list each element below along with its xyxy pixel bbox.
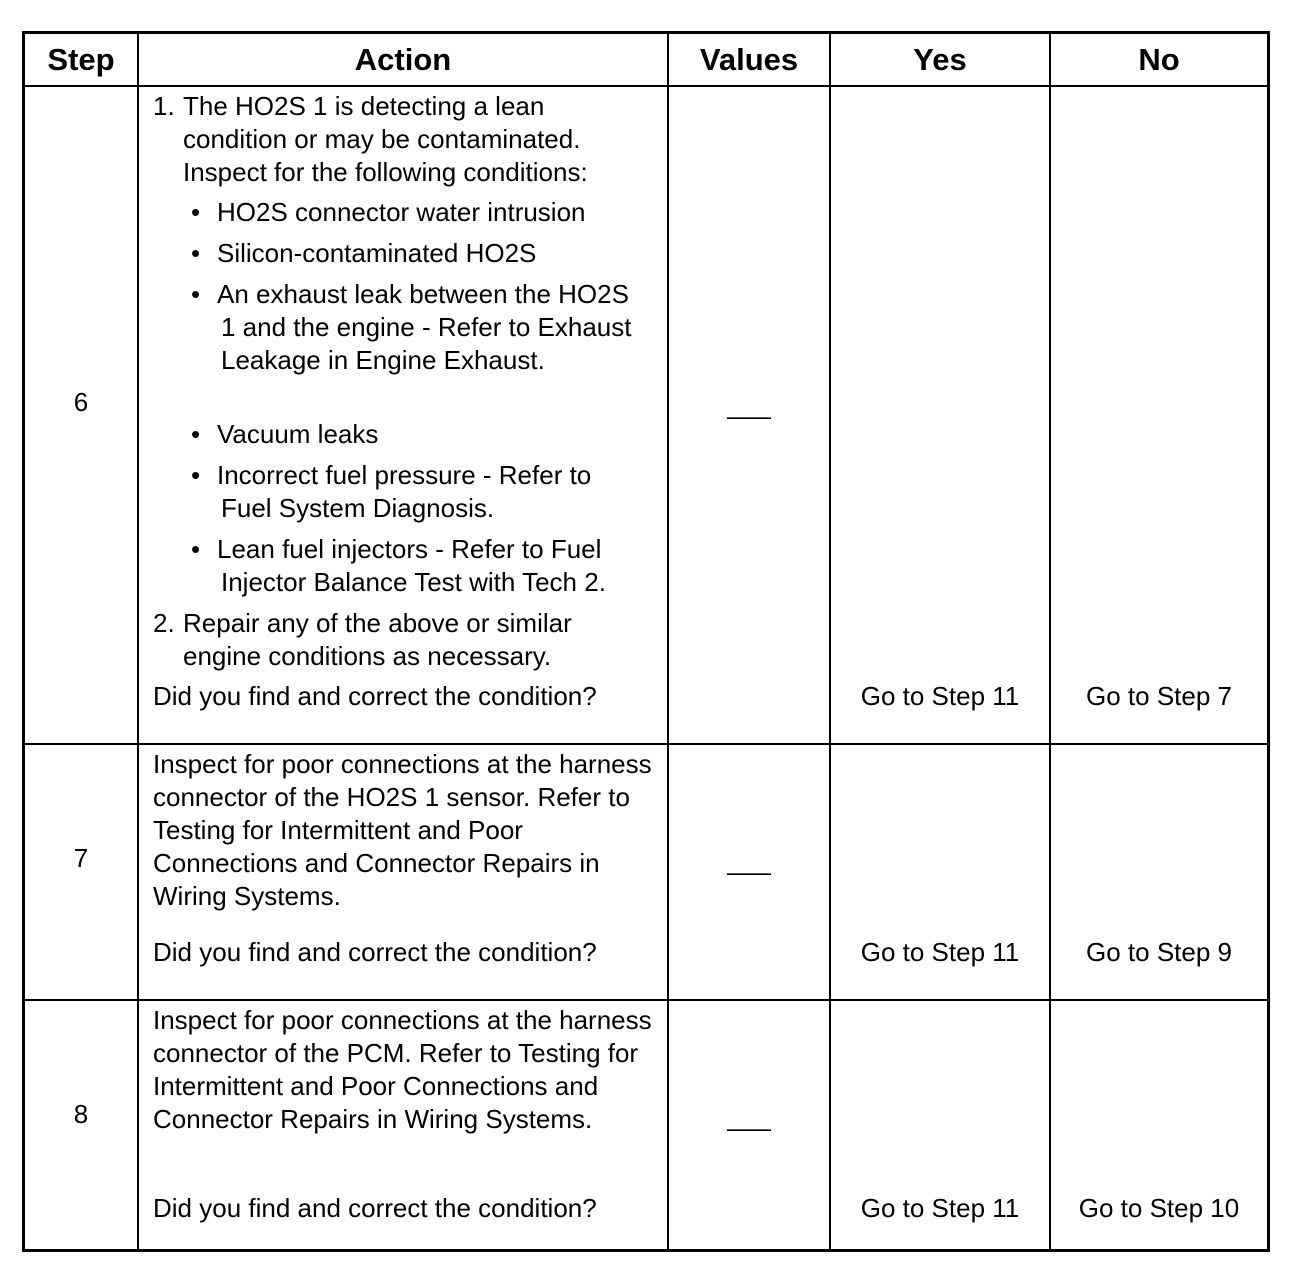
bullet-marker: •	[191, 460, 201, 490]
bullet-text: HO2S connector water intrusion	[217, 197, 586, 227]
bullet-marker: •	[191, 534, 201, 564]
values-placeholder: ___	[727, 1102, 771, 1132]
column-divider	[137, 34, 139, 1249]
bullet-item	[191, 533, 651, 599]
item-number: 1.	[153, 91, 175, 121]
header-yes: Yes	[913, 42, 967, 77]
header-no: No	[1138, 42, 1180, 77]
bullet-text: An exhaust leak between the HO2S 1 and the engine - Refer to Exhaust Leakage in Engine Exhaust.	[217, 279, 632, 375]
numbered-item	[153, 90, 653, 189]
item-text: The HO2S 1 is detecting a lean condition or may be contaminated. Inspect for the following conditions:	[183, 91, 588, 187]
header-step: Step	[47, 42, 115, 77]
bullet-marker: •	[191, 279, 201, 309]
no-result: Go to Step 9	[1086, 937, 1232, 967]
values-placeholder: ___	[727, 846, 771, 876]
item-text: Repair any of the above or similar engine conditions as necessary.	[183, 608, 572, 671]
action-text: Inspect for poor connections at the harness connector of the PCM. Refer to Testing for Intermittent and Poor Connections and Connector Repairs in Wiring Systems.	[153, 1005, 652, 1134]
column-divider	[829, 34, 831, 1249]
bullet-item	[191, 237, 661, 270]
bullet-text: Lean fuel injectors - Refer to Fuel Injector Balance Test with Tech 2.	[217, 534, 606, 597]
header-action: Action	[354, 42, 452, 77]
column-divider	[667, 34, 669, 1249]
question-text: Did you find and correct the condition?	[153, 1193, 597, 1223]
values-placeholder: ___	[727, 390, 771, 420]
step-number: 6	[73, 387, 89, 417]
bullet-text: Silicon-contaminated HO2S	[217, 238, 537, 268]
bullet-item	[191, 196, 661, 229]
step-number: 8	[73, 1099, 89, 1129]
header-values: Values	[699, 42, 799, 77]
step-number: 7	[73, 843, 89, 873]
yes-result: Go to Step 11	[860, 681, 1020, 711]
yes-result: Go to Step 11	[860, 937, 1020, 967]
question-text: Did you find and correct the condition?	[153, 681, 597, 711]
numbered-item	[153, 607, 643, 673]
no-result: Go to Step 10	[1078, 1193, 1240, 1223]
column-divider	[1049, 34, 1051, 1249]
no-result: Go to Step 7	[1086, 681, 1232, 711]
question-text: Did you find and correct the condition?	[153, 937, 597, 967]
bullet-item	[191, 418, 661, 451]
bullet-text: Incorrect fuel pressure - Refer to Fuel System Diagnosis.	[217, 460, 592, 523]
action-text: Inspect for poor connections at the harness connector of the HO2S 1 sensor. Refer to Testing for Intermittent and Poor Connections and Connector Repairs in Wiring Systems.	[153, 749, 652, 911]
row-divider	[25, 999, 1267, 1001]
bullet-marker: •	[191, 197, 201, 227]
bullet-text: Vacuum leaks	[217, 419, 379, 449]
item-number: 2.	[153, 608, 175, 638]
bullet-marker: •	[191, 238, 201, 268]
bullet-item	[191, 278, 641, 377]
yes-result: Go to Step 11	[860, 1193, 1020, 1223]
bullet-item	[191, 459, 631, 525]
bullet-marker: •	[191, 419, 201, 449]
diagnostic-table	[22, 31, 1270, 1252]
row-divider	[25, 743, 1267, 745]
